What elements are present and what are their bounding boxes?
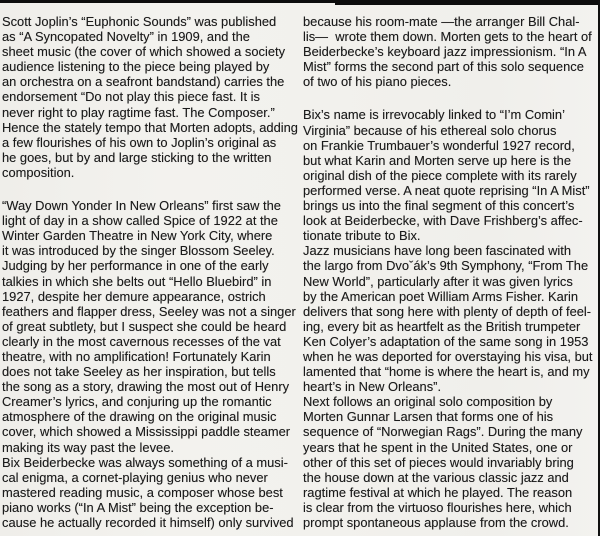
column-right — [303, 14, 592, 530]
text-line: making its way past the levee. — [2, 439, 174, 455]
text-line: 1927, despite her demure appearance, ostrich — [2, 288, 266, 304]
text-line: tionate tribute to Bix. — [303, 228, 421, 244]
text-line: original dish of the piece complete with its rarely — [303, 167, 577, 183]
text-line: is clear from the virtuoso flourishes here, which — [303, 499, 572, 515]
text-line: Scott Joplin’s “Euphonic Sounds” was published — [2, 14, 277, 29]
text-line: heart’s in New Orleans”. — [303, 379, 442, 395]
text-line: ing, every bit as heartfelt as the British trumpeter — [303, 318, 581, 334]
text-line: cal enigma, a cornet-playing genius who never — [2, 469, 268, 485]
text-line: ragtime festival at which he played. The reason — [303, 484, 573, 500]
text-line: Morten Gunnar Larsen that forms one of his — [303, 409, 554, 425]
paragraph — [303, 243, 592, 394]
text-line: never right to play ragtime fast. The Composer.” — [2, 104, 275, 120]
text-line: light of day in a show called Spice of 1922 at the — [2, 213, 278, 229]
text-line: prompt spontaneous applause from the crowd. — [303, 515, 569, 530]
text-line: Virginia” because of his ethereal solo chorus — [303, 122, 557, 138]
text-line: when he was deported for overstaying his visa, but — [303, 348, 593, 364]
text-line: lamented that “home is where the heart is, and my — [303, 364, 590, 380]
text-line: cause he actually recorded it himself) only survived — [2, 515, 294, 530]
text-line: Ken Colyer’s adaptation of the same song in 1953 — [303, 333, 589, 349]
text-line: as “A Syncopated Novelty” in 1909, and the — [2, 29, 250, 45]
paragraph — [2, 198, 296, 455]
paragraph — [303, 107, 592, 243]
text-line: an orchestra on a seafront bandstand) carries the — [2, 74, 285, 90]
text-line: Mist” forms the second part of this solo sequence — [303, 59, 584, 75]
text-line: on Frankie Trumbauer’s wonderful 1927 record, — [303, 137, 575, 153]
text-line: Bix’s name is irrevocably linked to “I’m Comin’ — [303, 107, 565, 123]
text-line: mastered reading music, a composer whose best — [2, 484, 283, 500]
text-line: sheet music (the cover of which showed a society — [2, 44, 286, 60]
column-left — [2, 14, 298, 530]
text-line: a few flourishes of his own to Joplin’s original as — [2, 134, 277, 150]
text-line: Hence the stately tempo that Morten adopts, adding — [2, 119, 298, 135]
paragraph — [303, 394, 592, 530]
text-line: Winter Garden Theatre in New York City, where — [2, 228, 273, 244]
text-line: cover, which showed a Mississippi paddle steamer — [2, 424, 291, 440]
text-line: feathers and flapper dress, Seeley was not a singer — [2, 303, 296, 319]
text-line: piano works (“In A Mist” being the exception be- — [2, 499, 274, 515]
text-line: brings us into the final segment of this concert’s — [303, 198, 575, 214]
text-line: clearly in the most cavernous recesses of the vat — [2, 333, 281, 349]
text-line: lis— wrote them down. Morten gets to the heart of — [303, 29, 592, 45]
text-line: sequence of “Norwegian Rags”. During the many — [303, 424, 583, 440]
text-line: look at Beiderbecke, with Dave Frishberg’s affec- — [303, 213, 583, 229]
text-line: of two of his piano pieces. — [303, 74, 452, 90]
text-line: atmosphere of the drawing on the original music — [2, 409, 277, 425]
text-line: delivers that song here with plenty of depth of feel- — [303, 303, 592, 319]
paragraph — [303, 14, 592, 89]
text-line: Next follows an original solo composition by — [303, 394, 553, 410]
text-line: by the American poet William Arms Fisher. Karin — [303, 288, 579, 304]
text-line: it was introduced by the singer Blossom Seeley. — [2, 243, 275, 259]
text-line: the song as a story, drawing the most out of Henry — [2, 379, 290, 395]
text-columns — [2, 14, 592, 530]
text-line: Jazz musicians have long been fascinated with — [303, 243, 571, 259]
text-line: of great subtlety, but I suspect she could be heard — [2, 318, 287, 334]
text-line: composition. — [2, 164, 75, 180]
text-line: the largo from Dvoˇák’s 9th Symphony, “From The — [303, 258, 589, 274]
text-line: because his room-mate —the arranger Bill Chal- — [303, 14, 580, 29]
text-line: years that he spent in the United States, one or — [303, 439, 573, 455]
text-line: New World”, particularly after it was given lyrics — [303, 273, 573, 289]
text-line: but what Karin and Morten serve up here is the — [303, 152, 571, 168]
text-line: he goes, but by and large sticking to the written — [2, 149, 272, 165]
text-line: talkies in which she belts out “Hello Bluebird” in — [2, 273, 272, 289]
paragraph — [2, 14, 298, 180]
text-line: Beiderbecke’s keyboard jazz impressionism. “In A — [303, 44, 587, 60]
text-line: Judging by her performance in one of the early — [2, 258, 269, 274]
paragraph — [2, 454, 294, 530]
text-line: audience listening to the piece being played by — [2, 59, 270, 75]
text-line: endorsement “Do not play this piece fast. It is — [2, 89, 260, 105]
scan-edge-top — [0, 0, 600, 3]
text-line: Bix Beiderbecke was always something of a musi- — [2, 454, 288, 470]
text-line: performed verse. A neat quote reprising “In A Mist” — [303, 182, 590, 198]
text-line: does not take Seeley as her inspiration, but tells — [2, 364, 276, 380]
text-line: theatre, with no amplification! Fortunately Karin — [2, 348, 271, 364]
text-line: Creamer’s lyrics, and conjuring up the romantic — [2, 394, 272, 410]
text-line: the house down at the various classic jazz and — [303, 469, 569, 485]
text-line: “Way Down Yonder In New Orleans” first saw the — [2, 198, 281, 214]
text-line: other of this set of pieces would invariably bring — [303, 454, 574, 470]
